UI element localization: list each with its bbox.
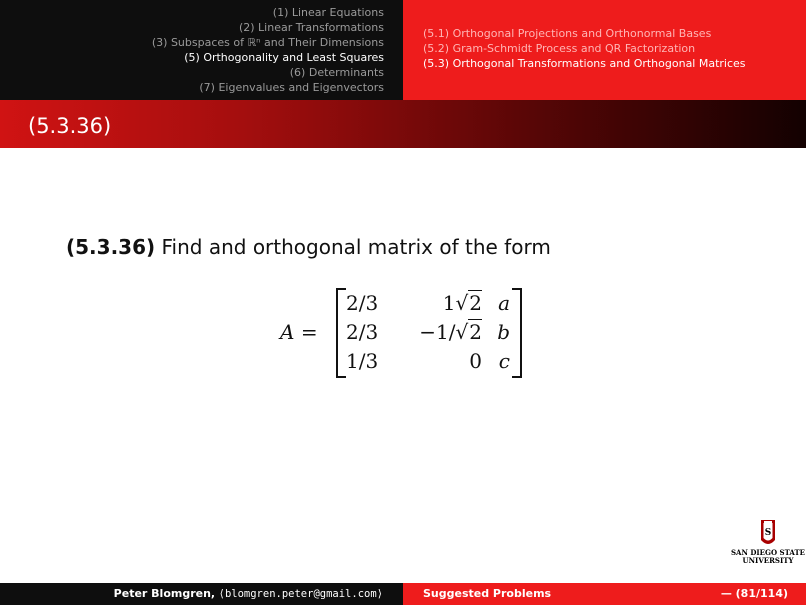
header [0,0,806,100]
matrix-cell-3-2: 0 [469,349,482,373]
frame-title: (5.3.36) [28,114,112,138]
matrix-cell-1-3: a [498,291,510,315]
nav-subsection-5-3[interactable]: (5.3) Orthogonal Transformations and Orthogonal Matrices [423,57,746,70]
nav-section-1[interactable]: (1) Linear Equations [272,6,384,19]
matrix-cell-2-1: 2/3 [346,320,379,344]
equation-lhs [280,320,318,344]
university-logo [731,518,805,568]
equals-sign: = [300,320,318,344]
problem-text: Find and orthogonal matrix of the form [161,235,551,259]
nav-section-3[interactable]: (3) Subspaces of ℝⁿ and Their Dimensions [151,36,384,49]
matrix-cell-1-1: 2/3 [346,291,379,315]
right-bracket [512,288,522,378]
footer-author-panel [0,583,403,605]
nav-section-5[interactable]: (5) Orthogonality and Least Squares [184,51,384,64]
matrix-cell-3-3: c [498,349,510,373]
svg-text:S: S [764,528,772,538]
nav-section-2[interactable]: (2) Linear Transformations [238,21,384,34]
footer-topic-panel [403,583,806,605]
problem-label: (5.3.36) [66,235,156,259]
matrix-cell-1-2: 1√2 [442,291,482,315]
footer-author: Peter Blomgren, [113,587,216,600]
nav-subsection-5-2[interactable]: (5.2) Gram-Schmidt Process and QR Factorization [423,42,696,55]
logo-line-1: SAN DIEGO STATE [731,548,805,557]
sdsu-shield-icon [731,518,805,568]
matrix-cell-2-3: b [497,320,510,344]
subsection-navigation [403,0,806,100]
footer-email[interactable]: ⟨blomgren.peter@gmail.com⟩ [218,588,383,600]
nav-section-7[interactable]: (7) Eigenvalues and Eigenvectors [199,81,384,94]
nav-subsection-5-1[interactable]: (5.1) Orthogonal Projections and Orthonormal Bases [423,27,712,40]
matrix-symbol: A [280,320,295,344]
logo-line-2: UNIVERSITY [742,556,794,565]
nav-section-6[interactable]: (6) Determinants [289,66,384,79]
footer-topic: Suggested Problems [423,587,552,600]
frame-title-bar [0,100,806,148]
problem-statement [66,235,551,259]
matrix-cell-3-1: 1/3 [346,349,379,373]
matrix [336,288,522,376]
footer-page-number: — (81/114) [720,587,788,600]
matrix-cell-2-2: −1/√2 [419,320,482,344]
footer [0,583,806,605]
section-navigation [0,0,403,100]
left-bracket [336,288,346,378]
